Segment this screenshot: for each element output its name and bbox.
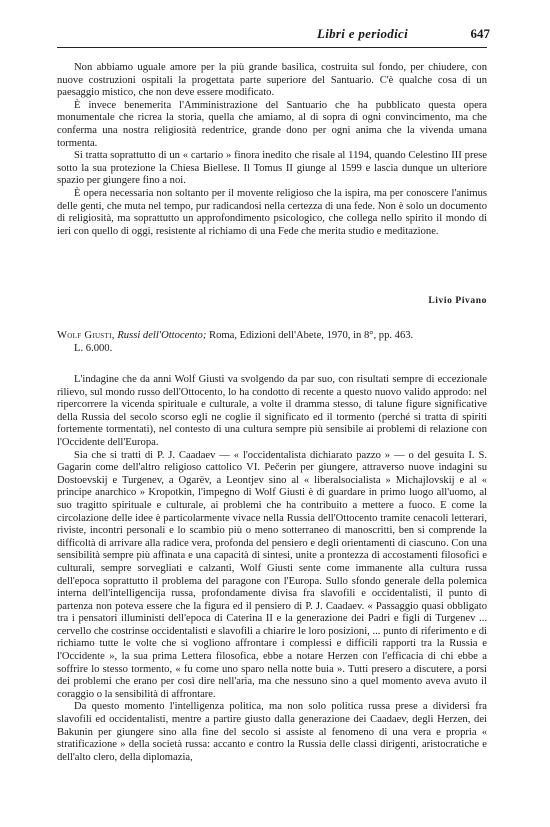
page-number: 647	[470, 26, 490, 41]
paragraph: È invece benemerita l'Amministrazione del Santuario che ha pubblicato questa opera monumentale che ricrea la storia, quella che amiamo, al di sopra di ogni convincimento, ma che conferma una nostra religiosità redentrice, grande dono per ogni anima che la vivenda umana tormenta.	[57, 99, 487, 149]
book-author: Wolf Giusti,	[57, 330, 115, 341]
book-publisher: Roma, Edizioni dell'Abete, 1970, in 8°, pp. 463.	[209, 330, 414, 341]
paragraph: Sia che si tratti di P. J. Caadaev — « l'occidentalista dichiarato pazzo » — o del gesuita I. S. Gagarin come dell'altro religioso cattolico VI. Pečerin per giungere, attraverso nuove indagini su Dostoevskij e Turgenev, a Ogarëv, a Leontjev sino al « liberalsocialista » Michajlovskij e al « principe anarchico » Kropotkin, l'impegno di Wolf Giusti è di guardare in primo luogo all'uomo, al suo tragitto spirituale e culturale, ai problemi che ha contribuito a mettere a fuoco. E come la circolazione delle idee è particolarmente vivace nella Russia dell'Ottocento tramite cenacoli letterari, riviste, incontri personali e lo scambio più o meno sotterraneo di manoscritti, ben si comprende la difficoltà di arrivare alla radice vera, profonda del pensiero e degli orientamenti di ciascuno. Con una sensibilità sempre più affinata e una capacità di sintesi, unite a prontezza di accostamenti filosofici e culturali, sempre sorvegliati e calzanti, Wolf Giusti sente come immanente alla cultura russa dell'epoca soprattutto il problema del paragone con l'Europa. Sullo sfondo generale della polemica interna dell'intelligencija russa, profondamente divisa fra slavofili e occidentalisti, il punto di partenza non poteva essere che la figura ed il pensiero di P. J. Caadaev. « Passaggio quasi obbligato tra i pensatori illuministi dell'epoca di Caterina II e la generazione dei Padri e figli di Turgenev ... cervello che costrinse occidentalisti e slavofili a chiarire le loro posizioni, ... punto di riferimento e di richiamo tutte le volte che si vogliono affrontare i complessi e difficili rapporti tra la Russia e l'Occidente », la sua prima Lettera filosofica, ebbe a notare Herzen con l'efficacia di chi ebbe a soffrire lo stesso tormento, « fu come uno sparo nella notte buia ». Tutti presero a discutere, a porsi dei problemi che erano per così dire nell'aria, ma che nessuno sino a quel momento aveva avuto il coraggio o la sensibilità di affrontare.	[57, 449, 487, 700]
paragraph: Si tratta soprattutto di un « cartario » finora inedito che risale al 1194, quando Celestino III prese sotto la sua protezione la Chiesa Biellese. Il Tomus II giunge al 1599 e lascia dunque un ulteriore spazio per giungere fino a noi.	[57, 150, 487, 187]
bibliographic-entry	[57, 330, 487, 355]
book-price: L. 6.000.	[74, 342, 113, 354]
running-header	[60, 26, 490, 44]
header-rule	[57, 47, 487, 48]
paragraph: È opera necessaria non soltanto per il movente religioso che la ispira, ma per conoscere l'animus delle genti, che muta nel tempo, pur radicandosi nella certezza di una fede. Non è solo un documento di religiosità, ma soprattutto un approfondimento psicologico, che collega nello spirito il mondo di ieri con quello di oggi, resistente al richiamo di una Fede che merita studio e meditazione.	[57, 187, 487, 237]
paragraph: Da questo momento l'intelligenza politica, ma non solo politica russa prese a dividersi fra slavofili ed occidentalisti, mentre a partire giusto dalla generazione dei Caadaev, degli Herzen, dei Bakunin per giungere sino alla fine del secolo si assiste al fenomeno di una vera e propria « stratificazione » della società russa: accanto e contro la Russia delle classi dirigenti, aristocratiche e dell'alto clero, della diplomazia,	[57, 701, 487, 763]
paragraph: L'indagine che da anni Wolf Giusti va svolgendo da par suo, con risultati sempre di eccezionale rilievo, sul mondo russo dell'Ottocento, lo ha condotto di recente a questo nuovo valido approdo: nel ripercorrere la vicenda spirituale e culturale, a volte il dramma stesso, di talune figure significative della Russia del secolo scorso egli ne coglie il significato ed il tormento (perché si tratta di spiriti fortemente tormentati), nel contesto di una cultura sempre più sensibile ai problemi di relazione con l'Occidente dell'Europa.	[57, 374, 487, 448]
paragraph: Non abbiamo uguale amore per la più grande basilica, costruita sul fondo, per chiudere, con nuove costruzioni ospitali la progettata parte superiore del Santuario. C'è qualche cosa di un paesaggio mistico, che non deve essere modificato.	[57, 62, 487, 99]
review-signature: Livio Pivano	[428, 296, 487, 306]
review-1-body	[57, 62, 487, 238]
book-title: Russi dell'Ottocento;	[117, 330, 207, 341]
running-title: Libri e periodici	[316, 26, 408, 41]
review-2-body	[57, 374, 487, 764]
